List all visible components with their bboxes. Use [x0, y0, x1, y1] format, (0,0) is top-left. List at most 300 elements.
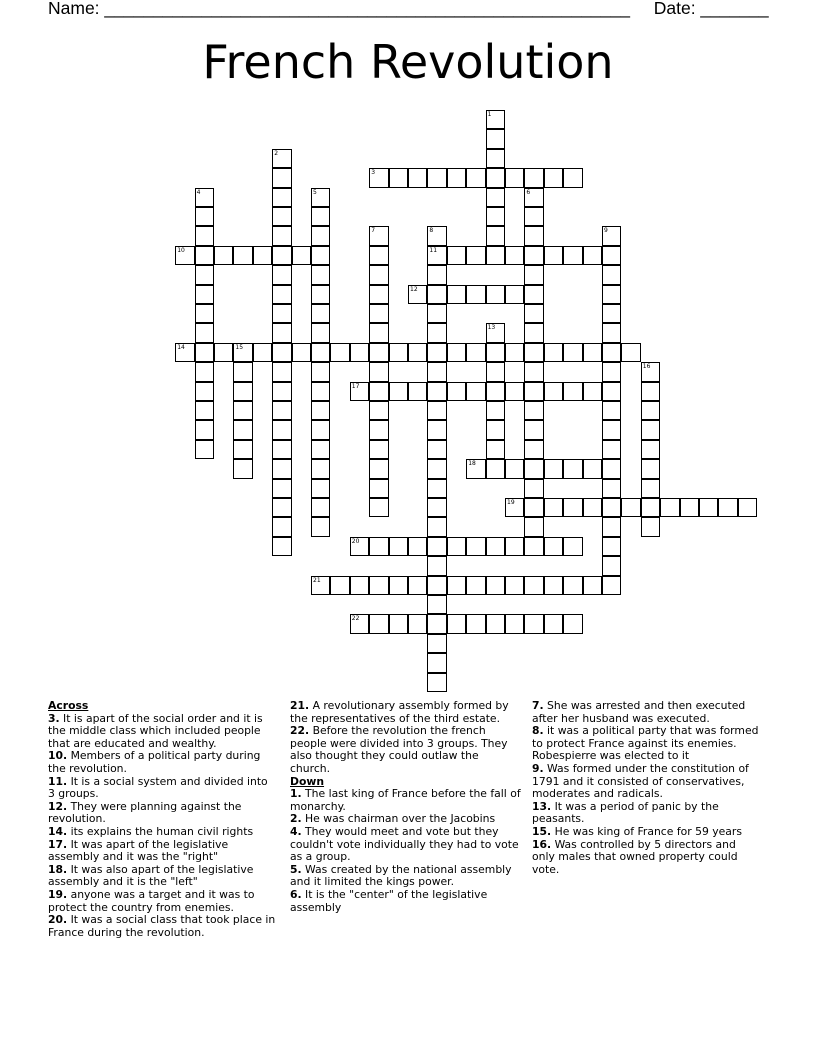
grid-cell[interactable] [272, 440, 291, 459]
grid-cell[interactable] [486, 440, 505, 459]
grid-cell[interactable] [369, 498, 388, 517]
grid-cell[interactable] [544, 614, 563, 633]
grid-cell[interactable] [427, 556, 446, 575]
grid-cell[interactable] [602, 479, 621, 498]
grid-cell[interactable] [466, 168, 485, 187]
grid-cell[interactable] [641, 362, 660, 381]
clue-item [290, 889, 522, 914]
grid-cell[interactable] [272, 362, 291, 381]
clue-item [48, 801, 276, 826]
grid-cell[interactable] [389, 537, 408, 556]
grid-cell[interactable] [233, 459, 252, 478]
grid-cell[interactable] [524, 207, 543, 226]
grid-cell[interactable] [641, 420, 660, 439]
grid-cell[interactable] [641, 382, 660, 401]
grid-cell[interactable] [195, 246, 214, 265]
grid-cell[interactable] [583, 498, 602, 517]
grid-cell[interactable] [427, 517, 446, 536]
grid-cell[interactable] [233, 420, 252, 439]
page-title: French Revolution [202, 35, 614, 89]
grid-cell[interactable] [233, 343, 252, 362]
grid-cell[interactable] [427, 440, 446, 459]
clue-item-number: 9. [532, 761, 544, 775]
grid-cell[interactable] [253, 246, 272, 265]
clue-item [290, 864, 522, 889]
grid-cell[interactable] [486, 343, 505, 362]
grid-cell[interactable] [563, 537, 582, 556]
grid-cell[interactable] [369, 479, 388, 498]
grid-cell[interactable] [311, 246, 330, 265]
grid-cell[interactable] [447, 246, 466, 265]
clue-item-text: Members of a political party during the revolution. [48, 749, 261, 775]
grid-cell[interactable] [505, 382, 524, 401]
grid-cell[interactable] [486, 188, 505, 207]
grid-cell[interactable] [311, 304, 330, 323]
grid-cell[interactable] [311, 479, 330, 498]
grid-cell[interactable] [272, 323, 291, 342]
grid-cell[interactable] [311, 382, 330, 401]
grid-cell[interactable] [505, 343, 524, 362]
grid-cell[interactable] [641, 479, 660, 498]
grid-cell[interactable] [311, 459, 330, 478]
grid-cell[interactable] [311, 401, 330, 420]
grid-cell[interactable] [195, 285, 214, 304]
grid-cell[interactable] [544, 459, 563, 478]
grid-cell[interactable] [486, 285, 505, 304]
grid-cell[interactable] [311, 323, 330, 342]
grid-cell[interactable] [369, 576, 388, 595]
grid-cell[interactable] [486, 576, 505, 595]
clue-number: 22 [351, 615, 360, 623]
grid-cell[interactable] [524, 517, 543, 536]
grid-cell[interactable] [272, 188, 291, 207]
grid-cell[interactable] [427, 323, 446, 342]
clue-number: 12 [410, 285, 418, 293]
grid-cell[interactable] [272, 537, 291, 556]
grid-cell[interactable] [427, 246, 446, 265]
grid-cell[interactable] [311, 207, 330, 226]
grid-cell[interactable] [563, 382, 582, 401]
grid-cell[interactable] [602, 265, 621, 284]
clue-item-text: She was arrested and then executed after her husband was executed. [532, 699, 746, 725]
grid-cell[interactable] [602, 537, 621, 556]
grid-cell[interactable] [272, 207, 291, 226]
grid-cell[interactable] [563, 614, 582, 633]
date-field-label[interactable]: Date: _______ [653, 0, 769, 18]
grid-cell[interactable] [486, 226, 505, 245]
grid-cell[interactable] [544, 576, 563, 595]
grid-cell[interactable] [272, 149, 291, 168]
grid-cell[interactable] [524, 246, 543, 265]
grid-cell[interactable] [427, 401, 446, 420]
grid-cell[interactable] [408, 576, 427, 595]
grid-cell[interactable] [524, 382, 543, 401]
grid-cell[interactable] [563, 498, 582, 517]
clue-item-text: anyone was a target and it was to protect the country from enemies. [48, 887, 255, 914]
grid-cell[interactable] [621, 343, 640, 362]
grid-cell[interactable] [486, 401, 505, 420]
grid-cell[interactable] [524, 343, 543, 362]
grid-cell[interactable] [408, 537, 427, 556]
grid-cell[interactable] [195, 226, 214, 245]
grid-cell[interactable] [311, 188, 330, 207]
grid-cell[interactable] [621, 498, 640, 517]
grid-cell[interactable] [602, 576, 621, 595]
grid-cell[interactable] [311, 576, 330, 595]
grid-cell[interactable] [195, 207, 214, 226]
grid-cell[interactable] [486, 420, 505, 439]
grid-cell[interactable] [486, 614, 505, 633]
clue-item-text: They were planning against the revolution. [48, 799, 242, 826]
grid-cell[interactable] [350, 576, 369, 595]
grid-cell[interactable] [563, 343, 582, 362]
grid-cell[interactable] [738, 498, 757, 517]
grid-cell[interactable] [466, 382, 485, 401]
grid-cell[interactable] [427, 614, 446, 633]
grid-cell[interactable] [350, 537, 369, 556]
clue-item-text: It was a period of panic by the peasants. [532, 799, 719, 826]
grid-cell[interactable] [311, 517, 330, 536]
grid-cell[interactable] [447, 382, 466, 401]
grid-cell[interactable] [369, 246, 388, 265]
grid-cell[interactable] [447, 168, 466, 187]
grid-cell[interactable] [272, 285, 291, 304]
grid-cell[interactable] [544, 168, 563, 187]
grid-cell[interactable] [272, 498, 291, 517]
clue-item-number: 5. [290, 862, 302, 876]
grid-cell[interactable] [486, 246, 505, 265]
grid-cell[interactable] [427, 304, 446, 323]
grid-cell[interactable] [369, 323, 388, 342]
grid-cell[interactable] [427, 382, 446, 401]
grid-cell[interactable] [233, 440, 252, 459]
grid-cell[interactable] [602, 498, 621, 517]
grid-cell[interactable] [350, 614, 369, 633]
clue-item-number: 7. [532, 699, 544, 712]
grid-cell[interactable] [486, 362, 505, 381]
clue-number: 21 [313, 576, 321, 584]
clue-item [532, 725, 762, 763]
grid-cell[interactable] [369, 304, 388, 323]
grid-cell[interactable] [195, 304, 214, 323]
grid-cell[interactable] [486, 168, 505, 187]
grid-cell[interactable] [524, 459, 543, 478]
grid-cell[interactable] [544, 537, 563, 556]
grid-cell[interactable] [583, 382, 602, 401]
grid-cell[interactable] [369, 440, 388, 459]
grid-cell[interactable] [369, 459, 388, 478]
grid-cell[interactable] [195, 420, 214, 439]
clue-item-text: It is the "center" of the legislative assembly [290, 887, 488, 914]
grid-cell[interactable] [583, 246, 602, 265]
clue-number: 19 [507, 499, 515, 506]
grid-cell[interactable] [369, 343, 388, 362]
grid-cell[interactable] [447, 343, 466, 362]
grid-cell[interactable] [311, 285, 330, 304]
grid-cell[interactable] [175, 246, 194, 265]
grid-cell[interactable] [369, 614, 388, 633]
grid-cell[interactable] [272, 246, 291, 265]
grid-cell[interactable] [544, 498, 563, 517]
name-field-label[interactable]: Name: ______________________________________________________ [48, 0, 630, 18]
grid-cell[interactable] [427, 653, 446, 672]
grid-cell[interactable] [602, 304, 621, 323]
grid-cell[interactable] [447, 537, 466, 556]
grid-cell[interactable] [272, 265, 291, 284]
grid-cell[interactable] [311, 440, 330, 459]
grid-cell[interactable] [505, 614, 524, 633]
clue-item [290, 826, 522, 864]
grid-cell[interactable] [602, 440, 621, 459]
grid-cell[interactable] [602, 226, 621, 245]
grid-cell[interactable] [544, 343, 563, 362]
grid-cell[interactable] [389, 614, 408, 633]
grid-cell[interactable] [524, 401, 543, 420]
grid-cell[interactable] [602, 459, 621, 478]
grid-cell[interactable] [486, 537, 505, 556]
grid-cell[interactable] [214, 343, 233, 362]
grid-cell[interactable] [427, 459, 446, 478]
grid-cell[interactable] [447, 576, 466, 595]
grid-cell[interactable] [602, 362, 621, 381]
grid-cell[interactable] [195, 382, 214, 401]
grid-cell[interactable] [311, 420, 330, 439]
grid-cell[interactable] [505, 537, 524, 556]
grid-cell[interactable] [233, 362, 252, 381]
grid-cell[interactable] [427, 168, 446, 187]
grid-cell[interactable] [311, 498, 330, 517]
grid-cell[interactable] [583, 576, 602, 595]
grid-cell[interactable] [408, 168, 427, 187]
grid-cell[interactable] [195, 265, 214, 284]
grid-cell[interactable] [369, 401, 388, 420]
clue-item-text: Was created by the national assembly and it limited the kings power. [290, 862, 512, 889]
grid-cell[interactable] [563, 459, 582, 478]
grid-cell[interactable] [486, 110, 505, 129]
clue-number: 1 [487, 111, 492, 118]
grid-cell[interactable] [427, 226, 446, 245]
grid-cell[interactable] [486, 323, 505, 342]
grid-cell[interactable] [505, 459, 524, 478]
grid-cell[interactable] [524, 304, 543, 323]
grid-cell[interactable] [641, 498, 660, 517]
grid-cell[interactable] [486, 459, 505, 478]
grid-cell[interactable] [330, 343, 349, 362]
clue-item [48, 864, 276, 889]
grid-cell[interactable] [369, 362, 388, 381]
grid-cell[interactable] [369, 168, 388, 187]
grid-cell[interactable] [408, 285, 427, 304]
clue-number: 9 [604, 227, 608, 235]
grid-cell[interactable] [233, 401, 252, 420]
grid-cell[interactable] [641, 440, 660, 459]
grid-cell[interactable] [195, 362, 214, 381]
grid-cell[interactable] [602, 343, 621, 362]
grid-cell[interactable] [311, 226, 330, 245]
grid-cell[interactable] [563, 246, 582, 265]
grid-cell[interactable] [427, 673, 446, 692]
grid-cell[interactable] [466, 285, 485, 304]
grid-cell[interactable] [427, 362, 446, 381]
grid-cell[interactable] [311, 265, 330, 284]
grid-cell[interactable] [427, 479, 446, 498]
grid-cell[interactable] [272, 459, 291, 478]
grid-cell[interactable] [427, 285, 446, 304]
grid-cell[interactable] [602, 401, 621, 420]
grid-cell[interactable] [602, 420, 621, 439]
grid-cell[interactable] [505, 285, 524, 304]
grid-cell[interactable] [427, 343, 446, 362]
grid-cell[interactable] [524, 614, 543, 633]
grid-cell[interactable] [524, 188, 543, 207]
grid-cell[interactable] [233, 246, 252, 265]
grid-cell[interactable] [583, 343, 602, 362]
grid-cell[interactable] [447, 285, 466, 304]
grid-cell[interactable] [602, 382, 621, 401]
grid-cell[interactable] [544, 246, 563, 265]
clue-item-number: 14. [48, 824, 68, 838]
grid-cell[interactable] [408, 614, 427, 633]
grid-cell[interactable] [369, 265, 388, 284]
grid-cell[interactable] [272, 226, 291, 245]
grid-cell[interactable] [408, 343, 427, 362]
clue-item-text: It was also apart of the legislative assembly and it is the "left" [48, 862, 254, 889]
grid-cell[interactable] [466, 459, 485, 478]
grid-cell[interactable] [524, 265, 543, 284]
grid-cell[interactable] [602, 246, 621, 265]
grid-cell[interactable] [330, 576, 349, 595]
clue-item-text: It is apart of the social order and it is the middle class which included people that are educated and wealthy. [48, 711, 263, 750]
clue-item-text: He was chairman over the Jacobins [301, 812, 496, 826]
grid-cell[interactable] [466, 246, 485, 265]
grid-cell[interactable] [524, 285, 543, 304]
grid-cell[interactable] [427, 265, 446, 284]
grid-cell[interactable] [195, 440, 214, 459]
grid-cell[interactable] [272, 304, 291, 323]
grid-cell[interactable] [369, 420, 388, 439]
clue-item-number: 12. [48, 799, 68, 813]
grid-cell[interactable] [524, 362, 543, 381]
grid-cell[interactable] [466, 537, 485, 556]
grid-cell[interactable] [641, 401, 660, 420]
grid-cell[interactable] [350, 382, 369, 401]
grid-cell[interactable] [680, 498, 699, 517]
grid-cell[interactable] [311, 362, 330, 381]
grid-cell[interactable] [427, 595, 446, 614]
grid-cell[interactable] [641, 517, 660, 536]
grid-cell[interactable] [350, 343, 369, 362]
grid-cell[interactable] [466, 614, 485, 633]
grid-cell[interactable] [524, 576, 543, 595]
grid-cell[interactable] [524, 537, 543, 556]
grid-cell[interactable] [602, 323, 621, 342]
grid-cell[interactable] [369, 537, 388, 556]
grid-cell[interactable] [292, 343, 311, 362]
grid-cell[interactable] [253, 343, 272, 362]
grid-cell[interactable] [563, 168, 582, 187]
grid-cell[interactable] [389, 168, 408, 187]
grid-cell[interactable] [524, 323, 543, 342]
grid-cell[interactable] [524, 440, 543, 459]
grid-cell[interactable] [524, 498, 543, 517]
grid-cell[interactable] [195, 343, 214, 362]
grid-cell[interactable] [505, 498, 524, 517]
clue-item [48, 914, 276, 939]
grid-cell[interactable] [466, 576, 485, 595]
name-date-line [48, 0, 768, 20]
grid-cell[interactable] [195, 323, 214, 342]
grid-cell[interactable] [718, 498, 737, 517]
grid-cell[interactable] [369, 285, 388, 304]
grid-cell[interactable] [233, 382, 252, 401]
grid-cell[interactable] [544, 382, 563, 401]
grid-cell[interactable] [214, 246, 233, 265]
grid-cell[interactable] [505, 246, 524, 265]
grid-cell[interactable] [427, 498, 446, 517]
grid-cell[interactable] [272, 420, 291, 439]
grid-cell[interactable] [466, 343, 485, 362]
grid-cell[interactable] [486, 382, 505, 401]
grid-cell[interactable] [195, 401, 214, 420]
grid-cell[interactable] [486, 207, 505, 226]
grid-cell[interactable] [272, 401, 291, 420]
grid-cell[interactable] [524, 420, 543, 439]
grid-cell[interactable] [427, 576, 446, 595]
clue-item-text: Before the revolution the french people were divided into 3 groups. They also thought they could outlaw the church. [290, 724, 508, 775]
clue-item-text: Was controlled by 5 directors and only males that owned property could vote. [532, 837, 738, 876]
grid-cell[interactable] [563, 576, 582, 595]
grid-cell[interactable] [505, 168, 524, 187]
grid-cell[interactable] [272, 382, 291, 401]
clue-item-text: It was apart of the legislative assembly and it was the "right" [48, 837, 229, 864]
grid-cell[interactable] [427, 634, 446, 653]
grid-cell[interactable] [447, 614, 466, 633]
grid-cell[interactable] [292, 246, 311, 265]
clue-number: 5 [313, 188, 317, 196]
clue-item-text: Was formed under the constitution of 1791 and it consisted of conservatives, moderates and radicals. [532, 761, 749, 801]
grid-cell[interactable] [505, 576, 524, 595]
grid-cell[interactable] [389, 382, 408, 401]
grid-cell[interactable] [369, 226, 388, 245]
grid-cell[interactable] [427, 420, 446, 439]
grid-cell[interactable] [524, 168, 543, 187]
grid-cell[interactable] [408, 382, 427, 401]
grid-cell[interactable] [272, 479, 291, 498]
grid-cell[interactable] [311, 343, 330, 362]
grid-cell[interactable] [602, 556, 621, 575]
grid-cell[interactable] [389, 576, 408, 595]
grid-cell[interactable] [272, 168, 291, 187]
clue-item-number: 15. [532, 824, 552, 838]
grid-cell[interactable] [583, 459, 602, 478]
grid-cell[interactable] [641, 459, 660, 478]
grid-cell[interactable] [602, 285, 621, 304]
grid-cell[interactable] [175, 343, 194, 362]
grid-cell[interactable] [660, 498, 679, 517]
grid-cell[interactable] [486, 149, 505, 168]
grid-cell[interactable] [486, 129, 505, 148]
grid-cell[interactable] [272, 343, 291, 362]
grid-cell[interactable] [369, 382, 388, 401]
grid-cell[interactable] [427, 537, 446, 556]
grid-cell[interactable] [524, 226, 543, 245]
grid-cell[interactable] [524, 479, 543, 498]
grid-cell[interactable] [699, 498, 718, 517]
grid-cell[interactable] [272, 517, 291, 536]
grid-cell[interactable] [602, 517, 621, 536]
grid-cell[interactable] [195, 188, 214, 207]
grid-cell[interactable] [389, 343, 408, 362]
